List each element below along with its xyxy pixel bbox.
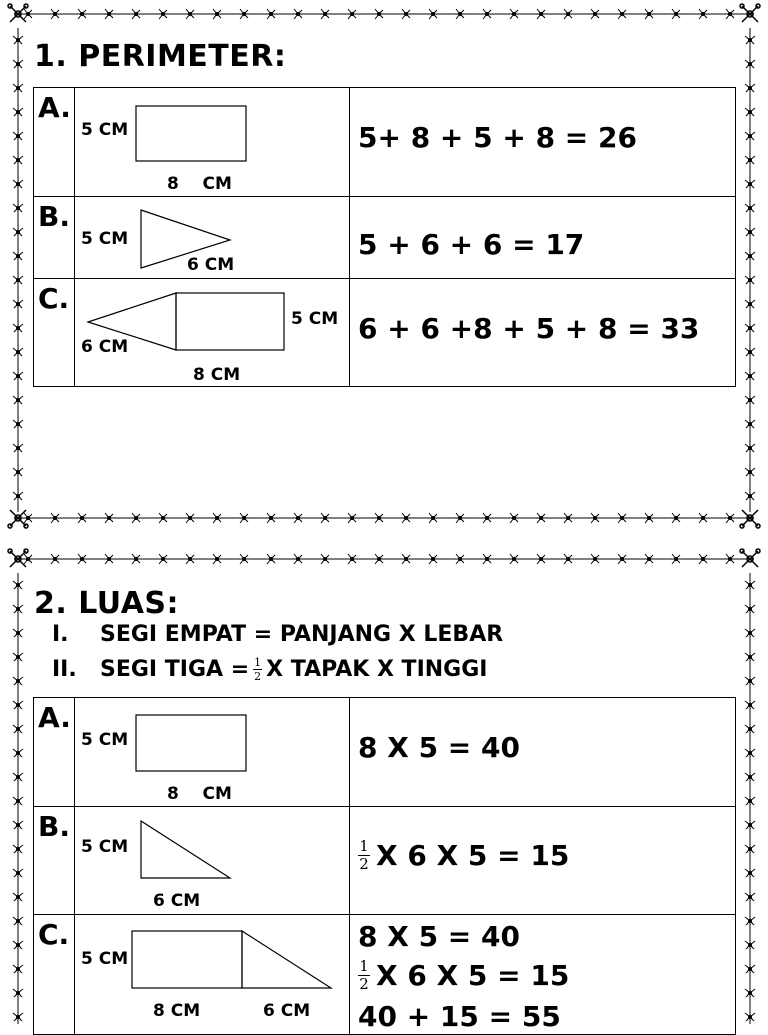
formula-number: II. <box>52 657 77 682</box>
dimension-label: 6 CM <box>81 337 129 357</box>
answer-text: $\frac{1}{2}$ X 6 X 5 = 15 <box>359 837 570 873</box>
formula-text: SEGI EMPAT = PANJANG X LEBAR <box>100 622 504 647</box>
decorative-border-left <box>10 28 26 512</box>
shape-cell <box>75 915 350 1035</box>
answer-text: 40 + 15 = 55 <box>358 1000 561 1033</box>
answer-text: 5+ 8 + 5 + 8 = 26 <box>358 121 637 154</box>
answer-cell <box>350 88 736 197</box>
fraction: $\frac{1}{2}$ <box>254 656 262 683</box>
decorative-border-right <box>742 573 758 1024</box>
shape-cell <box>75 698 350 807</box>
row-label: B. <box>38 200 70 233</box>
table-row <box>34 88 736 197</box>
corner-ornament-icon <box>738 506 762 530</box>
answer-text: 6 + 6 +8 + 5 + 8 = 33 <box>358 312 700 345</box>
corner-ornament-icon <box>6 547 30 571</box>
row-label: C. <box>38 918 70 951</box>
formula-triangle <box>52 656 652 689</box>
decorative-border-bottom <box>14 510 754 526</box>
answer-cell <box>350 915 736 1035</box>
shape-cell <box>75 88 350 197</box>
section-heading-luas: 2. LUAS: <box>34 586 180 621</box>
luas-worksheet <box>0 545 768 1033</box>
dimension-label: 5 CM <box>291 309 339 329</box>
right-triangle-shape <box>75 807 349 915</box>
corner-ornament-icon <box>6 2 30 26</box>
table-row <box>34 698 736 807</box>
section-heading-perimeter: 1. PERIMETER: <box>34 39 287 74</box>
table-row <box>34 807 736 915</box>
dimension-label: 6 CM <box>153 891 201 911</box>
answer-cell <box>350 279 736 387</box>
dimension-label: 8 CM <box>167 784 232 804</box>
corner-ornament-icon <box>6 506 30 530</box>
answer-cell <box>350 197 736 279</box>
row-label: A. <box>38 701 71 734</box>
formula-text: X TAPAK X TINGGI <box>266 656 488 682</box>
table-row <box>34 915 736 1035</box>
dimension-label: 8 CM <box>153 1001 201 1021</box>
dimension-label: 5 CM <box>81 730 129 750</box>
shape-cell <box>75 807 350 915</box>
perimeter-table <box>33 87 736 387</box>
decorative-border-top <box>14 6 754 22</box>
table-row <box>34 197 736 279</box>
dimension-label: 6 CM <box>263 1001 311 1021</box>
answer-cell <box>350 807 736 915</box>
decorative-border-right <box>742 28 758 512</box>
formula-number: I. <box>52 622 69 647</box>
answer-cell <box>350 698 736 807</box>
dimension-label: 8 CM <box>193 365 241 385</box>
fraction: $\frac{1}{2}$ <box>359 837 369 873</box>
corner-ornament-icon <box>738 547 762 571</box>
row-label: B. <box>38 810 70 843</box>
dimension-label: 8 CM <box>167 174 232 194</box>
row-label: A. <box>38 91 71 124</box>
answer-text: 8 X 5 = 40 <box>358 731 520 764</box>
corner-ornament-icon <box>738 2 762 26</box>
answer-text: 5 + 6 + 6 = 17 <box>358 228 585 261</box>
shape-cell <box>75 279 350 387</box>
answer-text: 8 X 5 = 40 <box>358 920 520 953</box>
fraction: $\frac{1}{2}$ <box>359 957 369 993</box>
dimension-label: 5 CM <box>81 229 129 249</box>
formula-text: SEGI TIGA = <box>100 656 250 682</box>
dimension-label: 5 CM <box>81 120 129 140</box>
dimension-label: 5 CM <box>81 837 129 857</box>
answer-text: $\frac{1}{2}$ X 6 X 5 = 15 <box>359 957 570 993</box>
shape-cell <box>75 197 350 279</box>
luas-table <box>33 697 736 1035</box>
formula-rectangle <box>52 624 652 650</box>
dimension-label: 5 CM <box>81 949 129 969</box>
decorative-border-left <box>10 573 26 1024</box>
row-label: C. <box>38 282 70 315</box>
table-row <box>34 279 736 387</box>
decorative-border-top <box>14 551 754 567</box>
dimension-label: 6 CM <box>187 255 235 275</box>
